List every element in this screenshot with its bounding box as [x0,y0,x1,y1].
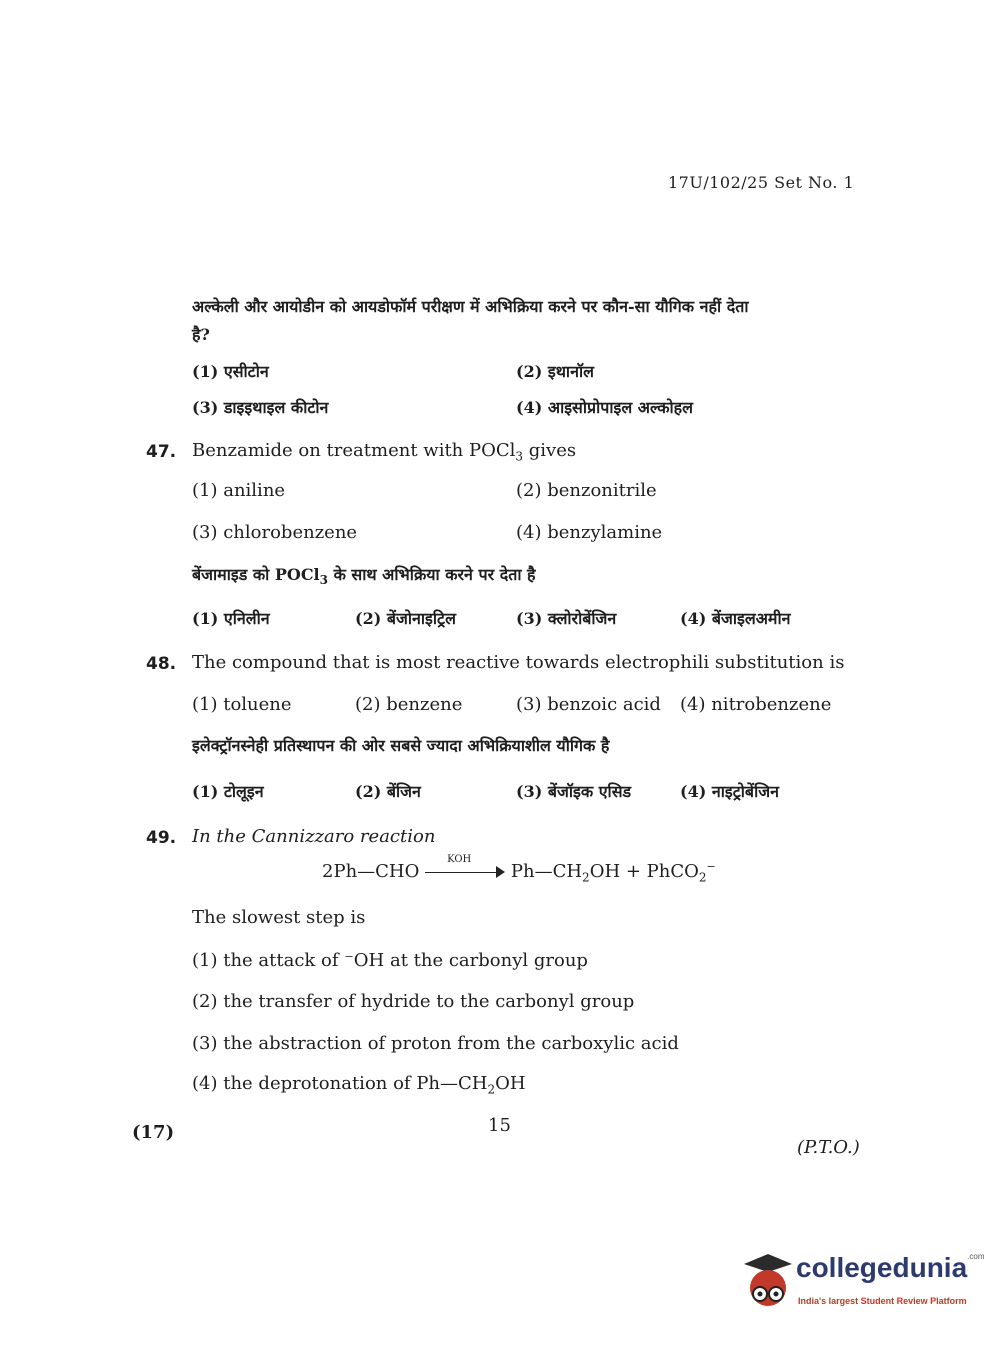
q47-option-3: (3) chlorobenzene [192,522,358,543]
q48-option-2: (2) benzene [355,694,463,715]
q48-hindi-option-2: (2) बेंजिन [355,782,421,801]
q46-hindi-option-3: (3) डाइइथाइल कीटोन [192,398,329,417]
reaction-arrow: KOH [425,862,505,882]
q49-question: In the Cannizzaro reaction [192,826,436,847]
q48-option-1: (1) toluene [192,694,292,715]
brand-tagline: India's largest Student Review Platform [798,1296,967,1306]
q48-number: 48. [146,654,177,674]
mascot-icon [740,1250,796,1316]
q47-number: 47. [146,442,177,462]
q47-hindi-option-4: (4) बेंजाइलअमीन [680,609,791,628]
set-code: 17U/102/25 Set No. 1 [668,173,855,192]
cannizzaro-equation: 2Ph—CHO KOH $Ph—CH_2OH$ + PhCO$_2$− [322,854,716,885]
q48-option-4: (4) nitrobenzene [680,694,832,715]
brand-name: collegedunia$^{.com}$ [796,1252,985,1283]
q47-question: Benzamide on treatment with POCl$_3$ gives [192,440,577,464]
q48-option-3: (3) benzoic acid [516,694,661,715]
page-number: 15 [488,1115,511,1136]
q46-hindi-question-line1: अल्केली और आयोडीन को आयडोफॉर्म परीक्षण में अभिक्रिया करने पर कौन-सा यौगिक नहीं देता [192,297,749,316]
q49-option-3: (3) the abstraction of proton from the carboxylic acid [192,1033,679,1054]
q49-option-1: (1) the attack of ⁻OH at the carbonyl group [192,950,588,971]
q48-hindi-option-1: (1) टोलूइन [192,782,264,801]
q46-hindi-question-line2: है? [192,325,210,344]
q46-hindi-option-1: (1) एसीटोन [192,362,269,381]
q47-hindi-option-3: (3) क्लोरोबेंजिन [516,609,617,628]
q47-hindi-option-1: (1) एनिलीन [192,609,270,628]
q49-option-4: (4) the deprotonation of $Ph—CH_2OH$ [192,1073,526,1097]
pto-label: (P.T.O.) [797,1137,860,1158]
q47-option-1: (1) aniline [192,480,286,501]
q48-hindi-question: इलेक्ट्रॉनस्नेही प्रतिस्थापन की ओर सबसे ज्यादा अभिक्रियाशील यौगिक है [192,736,610,755]
q47-option-2: (2) benzonitrile [516,480,657,501]
collegedunia-watermark [740,1250,985,1320]
q48-hindi-option-4: (4) नाइट्रोबेंजिन [680,782,779,801]
q47-hindi-question: बेंजामाइड को POCl$_3$ के साथ अभिक्रिया करने पर देता है [192,565,536,588]
q47-hindi-option-2: (2) बेंजोनाइट्रिल [355,609,456,628]
q49-option-2: (2) the transfer of hydride to the carbonyl group [192,991,635,1012]
q47-option-4: (4) benzylamine [516,522,663,543]
q46-hindi-option-2: (2) इथानॉल [516,362,594,381]
q49-slowest-step: The slowest step is [192,907,366,928]
q48-question: The compound that is most reactive towards electrophili substitution is [192,652,845,673]
q46-hindi-option-4: (4) आइसोप्रोपाइल अल्कोहल [516,398,693,417]
q49-number: 49. [146,828,177,848]
footer-code: (17) [132,1122,175,1143]
q48-hindi-option-3: (3) बेंजॉइक एसिड [516,782,632,801]
